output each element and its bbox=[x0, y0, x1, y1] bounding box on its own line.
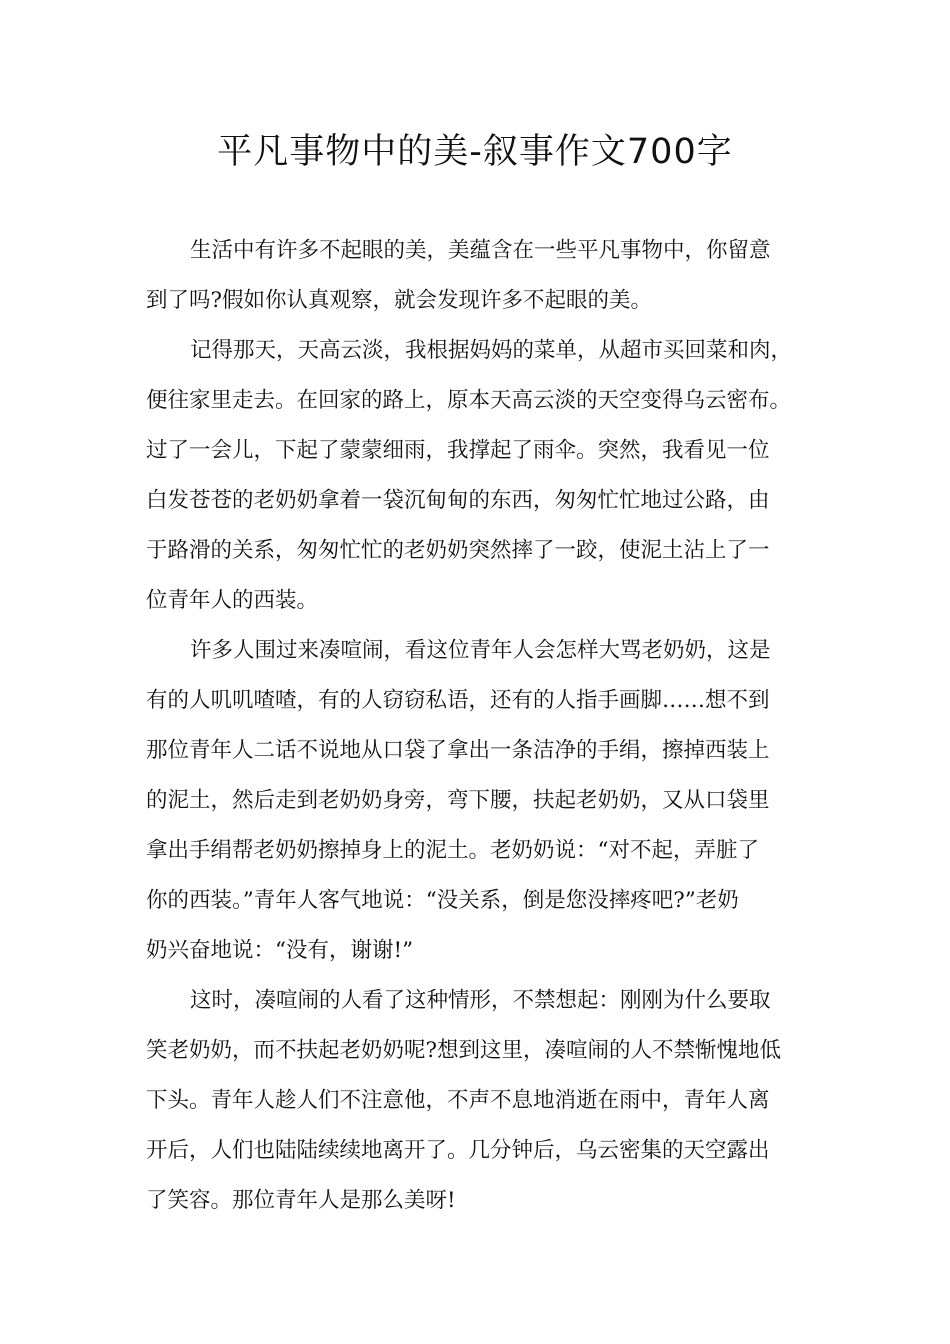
paragraph-4-line-2: 笑老奶奶，而不扶起老奶奶呢?想到这里，凑喧闹的人不禁惭愧地低 bbox=[146, 1038, 782, 1063]
paragraph-4-line-1: 这时，凑喧闹的人看了这种情形，不禁想起：刚刚为什么要取 bbox=[190, 988, 771, 1013]
paragraph-3-line-3: 那位青年人二话不说地从口袋了拿出一条洁净的手绢，擦掉西装上 bbox=[146, 738, 770, 763]
paragraph-4-line-4: 开后，人们也陆陆续续地离开了。几分钟后，乌云密集的天空露出 bbox=[146, 1138, 770, 1163]
paragraph-2-line-4: 白发苍苍的老奶奶拿着一袋沉甸甸的东西，匆匆忙忙地过公路，由 bbox=[146, 488, 770, 513]
paragraph-1-line-2: 到了吗?假如你认真观察，就会发现许多不起眼的美。 bbox=[146, 288, 653, 313]
paragraph-3-line-7: 奶兴奋地说：“没有，谢谢!” bbox=[146, 938, 414, 963]
paragraph-2-line-6: 位青年人的西装。 bbox=[146, 588, 319, 613]
paragraph-4-line-3: 下头。青年人趁人们不注意他，不声不息地消逝在雨中，青年人离 bbox=[146, 1088, 770, 1113]
paragraph-3-line-1: 许多人围过来凑喧闹，看这位青年人会怎样大骂老奶奶，这是 bbox=[190, 638, 771, 663]
paragraph-3-line-2: 有的人叽叽喳喳，有的人窃窃私语，还有的人指手画脚……想不到 bbox=[146, 688, 770, 713]
paragraph-2-line-1: 记得那天，天高云淡，我根据妈妈的菜单，从超市买回菜和肉， bbox=[190, 338, 793, 363]
paragraph-2-line-2: 便往家里走去。在回家的路上，原本天高云淡的天空变得乌云密布。 bbox=[146, 388, 792, 413]
paragraph-3-line-5: 拿出手绢帮老奶奶擦掉身上的泥土。老奶奶说：“对不起，弄脏了 bbox=[146, 838, 759, 863]
paragraph-3-line-4: 的泥土，然后走到老奶奶身旁，弯下腰，扶起老奶奶，又从口袋里 bbox=[146, 788, 770, 813]
paragraph-2-line-3: 过了一会儿，下起了蒙蒙细雨，我撑起了雨伞。突然，我看见一位 bbox=[146, 438, 770, 463]
document-body bbox=[146, 226, 806, 1226]
paragraph-2-line-5: 于路滑的关系，匆匆忙忙的老奶奶突然摔了一跤，使泥土沾上了一 bbox=[146, 538, 770, 563]
paragraph-4-line-5: 了笑容。那位青年人是那么美呀! bbox=[146, 1188, 456, 1213]
paragraph-3-line-6: 你的西装。”青年人客气地说：“没关系，倒是您没摔疼吧?”老奶 bbox=[146, 888, 739, 913]
document-title: 平凡事物中的美-叙事作文700字 bbox=[217, 132, 733, 172]
paragraph-1-line-1: 生活中有许多不起眼的美，美蕴含在一些平凡事物中，你留意 bbox=[190, 238, 771, 263]
